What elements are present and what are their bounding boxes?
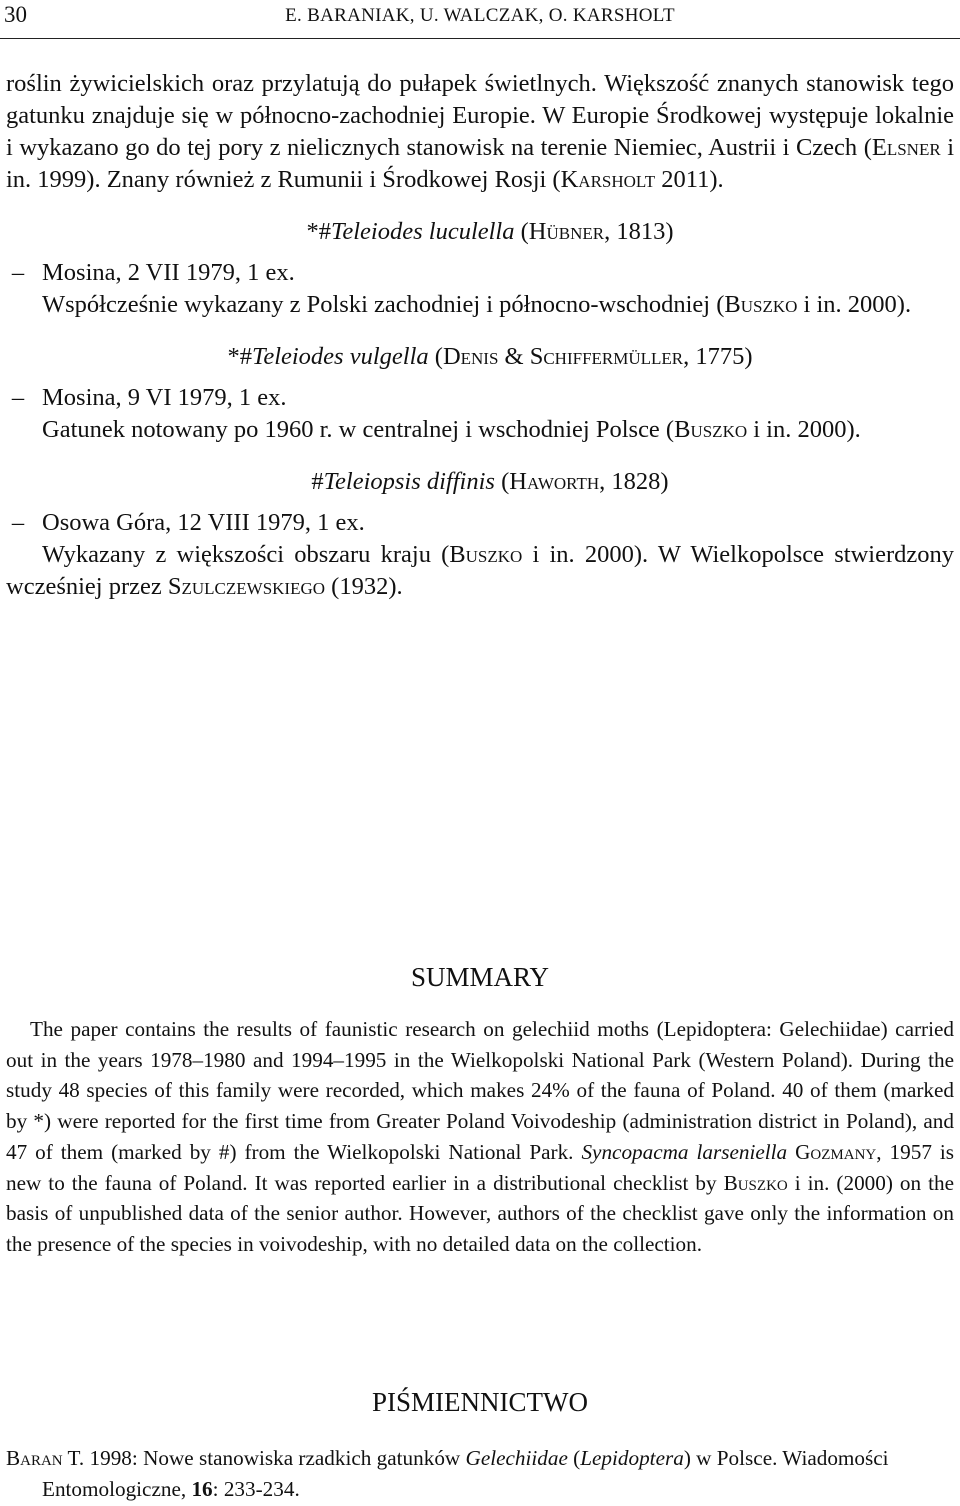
species-heading: #Teleiopsis diffinis (Haworth, 1828) [311, 468, 669, 495]
references-list [6, 1443, 954, 1504]
citation-author: Buszko [724, 291, 798, 318]
species-name: Teleiodes vulgella [251, 343, 429, 370]
species-author: Denis & Schiffermüller [442, 343, 684, 370]
specimen-record: – Mosina, 2 VII 1979, 1 ex. [11, 259, 295, 286]
citation-author: Gozmany [795, 1139, 877, 1164]
specimen-record: – Osowa Góra, 12 VIII 1979, 1 ex. [11, 509, 365, 536]
running-head-authors: E. BARANIAK, U. WALCZAK, O. KARSHOLT [285, 5, 675, 26]
species-name: Teleiodes luculella [330, 218, 515, 245]
citation-author: Karsholt [560, 166, 656, 193]
citation-author: Buszko [449, 541, 523, 568]
reference-volume: 16 [191, 1476, 213, 1501]
page-number: 30 [4, 2, 27, 27]
species-author: Hübner [528, 218, 605, 245]
summary-paragraph: The paper contains the results of faunistic research on gelechiid moths (Lepidoptera: Gelechiidae) carried out in the years 1978–1980 and 1994–1995 in the Wielkopolski National Park (Western Poland). During the study 48 species of this family were recorded, which makes 24% of the fauna of Poland. 40 of them (marked by *) were reported for the first time from Greater Poland Voivodeship (administration district in Poland), and 47 of them (marked by #) from the Wielkopolski National Park. Syncopacma larseniella Gozmany, 1957 is new to the fauna of Poland. It was reported earlier in a distributional checklist by Buszko i in. (2000) on the basis of unpublished data of the senior author. However, authors of the checklist gave only the information on the presence of the species in voivodeship, with no detailed data on the collection. [6, 1017, 955, 1256]
species-note: Gatunek notowany po 1960 r. w centralnej i wschodniej Polsce (Buszko i in. 2000). [42, 416, 861, 443]
citation-author: Buszko [674, 416, 748, 443]
species-name: Teleiopsis diffinis [323, 468, 495, 495]
species-heading: *#Teleiodes luculella (Hübner, 1813) [306, 218, 674, 245]
citation-author: Szulczewskiego [167, 573, 326, 600]
main-text [6, 68, 954, 603]
citation-author: Elsner [871, 134, 941, 161]
summary-heading: SUMMARY [410, 962, 550, 992]
species-name: Syncopacma larseniella [581, 1139, 788, 1164]
specimen-record: – Mosina, 9 VI 1979, 1 ex. [11, 384, 287, 411]
running-header [0, 0, 960, 40]
intro-paragraph: roślin żywicielskich oraz przylatują do pułapek świetlnych. Większość znanych stanowisk tego gatunku znajduje się w północno-zachodniej Europie. W Europie Środkowej występuje lokalnie i wykazano go do tej pory z nielicznych stanowisk na terenie Niemiec, Austrii i Czech (Elsner i in. 1999). Znany również z Rumunii i Środkowej Rosji (Karsholt 2011). [6, 70, 954, 193]
reference-entry: Baran T. 1998: Nowe stanowiska rzadkich gatunków Gelechiidae (Lepidoptera) w Polsce. Wiadomości Entomologiczne, 16: 233-234. [6, 1446, 889, 1501]
species-heading: *#Teleiodes vulgella (Denis & Schiffermüller, 1775) [227, 343, 753, 370]
reference-author: Baran [6, 1446, 63, 1470]
species-author: Haworth [509, 468, 600, 495]
header-rule [0, 38, 960, 39]
species-note: Współcześnie wykazany z Polski zachodniej i północno-wschodniej (Buszko i in. 2000). [42, 291, 912, 318]
citation-author: Buszko [723, 1170, 788, 1195]
species-note: Wykazany z większości obszaru kraju (Buszko i in. 2000). W Wielkopolsce stwierdzony wcześniej przez Szulczewskiego (1932). [6, 541, 954, 600]
references-heading: PIŚMIENNICTWO [372, 1387, 588, 1417]
